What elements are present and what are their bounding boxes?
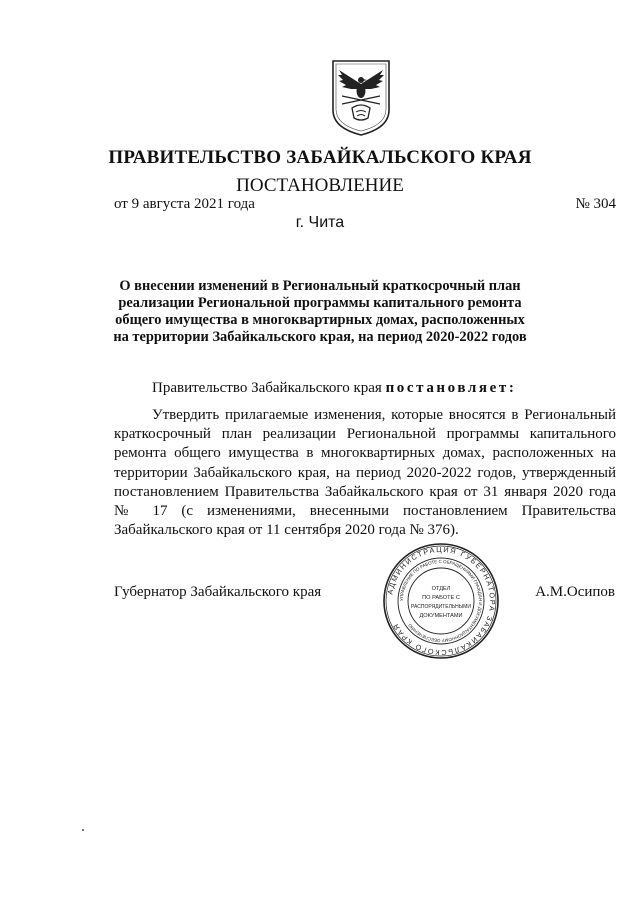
scan-speck	[82, 829, 84, 831]
organization-name: ПРАВИТЕЛЬСТВО ЗАБАЙКАЛЬСКОГО КРАЯ	[108, 147, 532, 168]
document-date: от 9 августа 2021 года	[114, 196, 255, 212]
stamp-center-line-4: ДОКУМЕНТАМИ	[419, 613, 463, 619]
preamble	[152, 380, 516, 397]
signatory-name: А.М.Осипов	[535, 584, 615, 600]
signatory-title: Губернатор Забайкальского края	[114, 584, 322, 600]
document-subject: О внесении изменений в Региональный краткосрочный план реализации Региональной программы капитального ремонта общего имущества в многоквартирных домах, расположенных на территории Забайкальского края, на период 2020-2022 годов	[113, 278, 527, 345]
body-paragraph: Утвердить прилагаемые изменения, которые вносятся в Региональный краткосрочный план реализации Региональной программы капитального ремонта общего имущества в многоквартирных домах, расположенных на территории Забайкальского края, на период 2020-2022 годов, утвержденный постановлением Правительства Забайкальского края от 31 января 2020 года № 17 (с изменениями, внесенными постановлением Правительства Забайкальского края от 11 сентября 2020 года № 376).	[114, 407, 616, 539]
stamp-center-line-2: ПО РАБОТЕ С	[422, 595, 460, 601]
document-city: г. Чита	[295, 214, 345, 231]
stamp-middle-text: УПРАВЛЕНИЕ ПО РАБОТЕ С ОБРАЩЕНИЯМИ ГРАЖДАН И ДОКУМЕНТАЦИОННОМУ ОБЕСПЕЧЕНИЮ	[398, 558, 484, 644]
coat-of-arms-emblem	[330, 58, 392, 138]
preamble-lead: Правительство Забайкальского края	[152, 380, 382, 396]
stamp-center-line-3: РАСПОРЯДИТЕЛЬНЫМИ	[411, 604, 471, 610]
document-type: ПОСТАНОВЛЕНИЕ	[236, 175, 404, 196]
official-stamp	[383, 543, 499, 659]
stamp-outer-text: АДМИНИСТРАЦИЯ ГУБЕРНАТОРА ЗАБАЙКАЛЬСКОГО КРАЯ	[385, 544, 498, 658]
stamp-center-line-1: ОТДЕЛ	[431, 586, 451, 592]
document-number: № 304	[575, 196, 616, 212]
preamble-verb: постановляет:	[385, 380, 517, 396]
